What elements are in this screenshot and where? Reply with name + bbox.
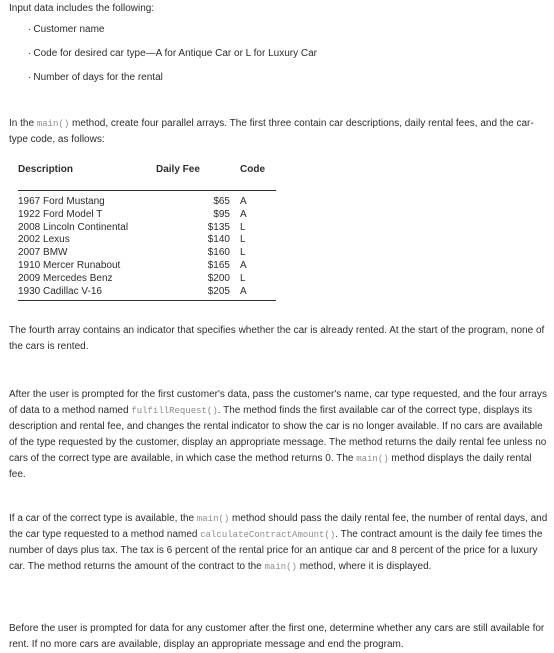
- paragraph-availability-check: Before the user is prompted for data for any customer after the first one, determine whether any cars are still available for rent. If no more cars are available, display an appropriate message and end the program.: [9, 623, 545, 650]
- cell-description: 1922 Ford Model T: [18, 208, 103, 220]
- list-item-text: Number of days for the rental: [33, 72, 163, 83]
- paragraph-contract-amount: [9, 511, 549, 575]
- bullet-mark: ·: [28, 24, 32, 35]
- table-row: [18, 191, 276, 209]
- bullet-mark: ·: [28, 48, 32, 59]
- list-item: [28, 22, 528, 46]
- paragraph-rented-indicator: The fourth array contains an indicator that specifies whether the car is already rented. At the start of the program, none of the cars is rented.: [9, 325, 545, 352]
- text-run: . The method finds the first available car of the correct type, displays its description and rental fee, and changes the rental indicator to show the car is no longer available. If no cars are available of the type requested by the customer, display an appropriate message. The method returns the daily rental fee unless no cars of the correct type are available, in which case the method returns 0. The: [9, 405, 547, 464]
- text-run: method, where it is displayed.: [296, 561, 432, 572]
- table-header-row: [18, 164, 276, 191]
- text-run: method displays the daily rental fee.: [9, 453, 532, 480]
- text-run: method, create four parallel arrays. The first three contain car descriptions, daily rental fees, and the car-type code, as follows:: [9, 118, 534, 145]
- text-run: If a car of the correct type is available, the: [9, 513, 197, 524]
- table-row: [18, 247, 276, 260]
- table-row: [18, 286, 276, 301]
- code-main: main(): [36, 119, 70, 129]
- bullet-mark: ·: [28, 72, 32, 83]
- code-fulfill-request: fulfillRequest(): [131, 406, 218, 416]
- cell-code: L: [240, 247, 246, 259]
- text-run: In the: [9, 118, 37, 129]
- cell-fee: $65: [213, 196, 230, 207]
- car-table: [18, 164, 276, 301]
- cell-fee: $140: [207, 234, 230, 246]
- cell-description: 1930 Cadillac V-16: [18, 286, 156, 301]
- input-list: [28, 22, 528, 94]
- cell-description: 2008 Lincoln Continental: [18, 221, 129, 233]
- header-code: Code: [240, 164, 265, 175]
- cell-fee: $135: [207, 221, 230, 233]
- table-row: [18, 222, 276, 235]
- cell-description: 2007 BMW: [18, 247, 68, 259]
- cell-fee: $165: [207, 259, 230, 271]
- table-row: [18, 234, 276, 247]
- header-daily-fee: Daily Fee: [156, 164, 200, 175]
- paragraph-arrays: [9, 116, 549, 148]
- cell-description: 1967 Ford Mustang: [18, 196, 105, 207]
- code-main: main(): [196, 514, 230, 524]
- text-run: . The contract amount is the daily fee times the number of days plus tax. The tax is 6 percent of the rental price for an antique car and 8 percent of the price for a luxury car. The method returns the amount of the contract to the: [9, 529, 543, 572]
- list-item: [28, 46, 528, 70]
- text-run: After the user is prompted for the first customer's data, pass the customer's name, car type requested, and the four arrays of data to a method named: [9, 389, 547, 416]
- cell-code: A: [240, 286, 276, 301]
- cell-code: A: [240, 208, 247, 220]
- cell-description: 2009 Mercedes Benz: [18, 272, 113, 284]
- list-item-text: Customer name: [33, 24, 105, 35]
- cell-code: A: [240, 196, 247, 207]
- cell-code: L: [240, 234, 246, 246]
- list-item-text: Code for desired car type—A for Antique Car or L for Luxury Car: [33, 48, 317, 59]
- cell-description: 2002 Lexus: [18, 234, 70, 246]
- intro-text: Input data includes the following:: [9, 3, 155, 14]
- code-main: main(): [356, 454, 389, 464]
- table-row: [18, 273, 276, 286]
- cell-fee: $205: [156, 286, 240, 301]
- cell-code: A: [240, 259, 247, 271]
- cell-fee: $160: [207, 247, 230, 259]
- header-description: Description: [18, 164, 74, 175]
- cell-code: L: [240, 221, 246, 233]
- cell-description: 1910 Mercer Runabout: [18, 259, 121, 271]
- cell-code: L: [240, 272, 246, 284]
- cell-fee: $200: [207, 272, 230, 284]
- list-item: [28, 70, 528, 94]
- table-row: [18, 209, 276, 222]
- cell-fee: $95: [213, 208, 230, 220]
- code-main: main(): [264, 562, 297, 572]
- text-run: method should pass the daily rental fee, the number of rental days, and the car type requested to a method named: [9, 513, 548, 540]
- table-row: [18, 260, 276, 273]
- paragraph-fulfill-request: [9, 387, 549, 483]
- code-calculate-contract-amount: calculateContractAmount(): [200, 530, 336, 540]
